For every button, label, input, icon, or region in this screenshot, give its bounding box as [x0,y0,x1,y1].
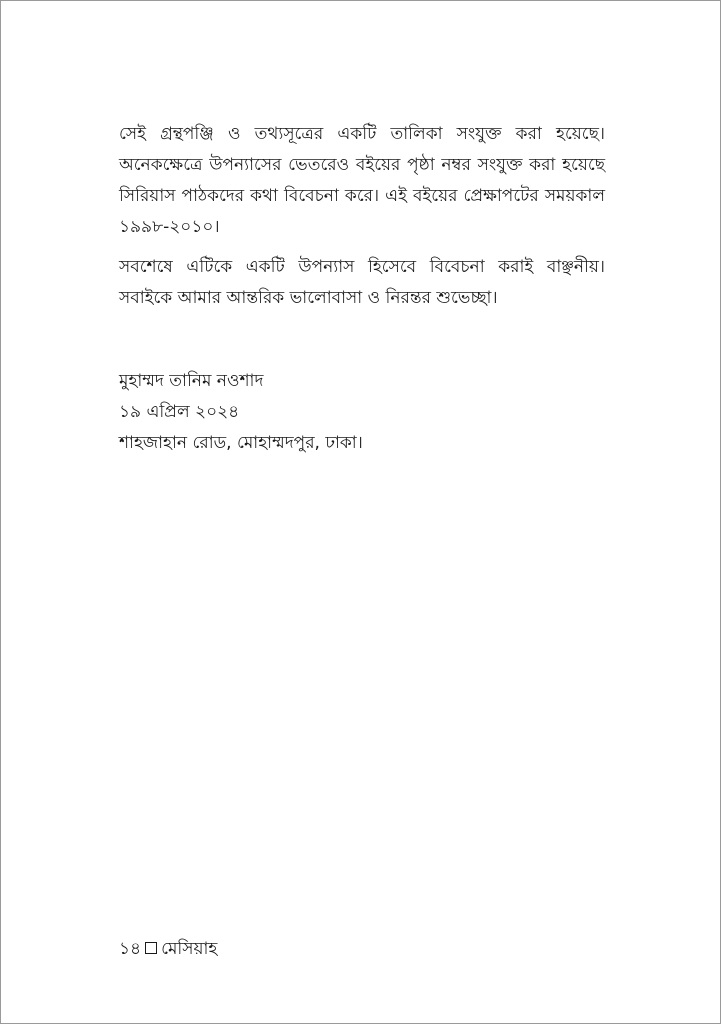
author-name: মুহাম্মদ তানিম নওশাদ [119,371,264,391]
signature-date: ১৯ এপ্রিল ২০২৪ [119,402,240,422]
page-number: ১৪ [119,939,142,959]
square-separator-icon [145,942,157,954]
paragraph-references: সেই গ্রন্থপঞ্জি ও তথ্যসূত্রের একটি তালিকা সংযুক্ত করা হয়েছে। অনেকক্ষেত্রে উপন্যাসের ভেতরেও বইয়ের পৃষ্ঠা নম্বর সংযুক্ত করা হয়েছে সিরিয়াস পাঠকদের কথা বিবেচনা করে। এই বইয়ের প্রেক্ষাপটের সময়কাল ১৯৯৮-২০১০। [119,124,605,237]
signature-block [119,366,605,459]
body-text [119,119,605,314]
page-footer [119,934,605,965]
paragraph-closing: সবশেষে এটিকে একটি উপন্যাস হিসেবে বিবেচনা করাই বাঞ্ছনীয়। সবাইকে আমার আন্তরিক ভালোবাসা ও নিরন্তর শুভেচ্ছা। [119,257,605,308]
book-title: মেসিয়াহ [161,939,218,959]
signature-address: শাহজাহান রোড, মোহাম্মদপুর, ঢাকা। [119,433,363,453]
